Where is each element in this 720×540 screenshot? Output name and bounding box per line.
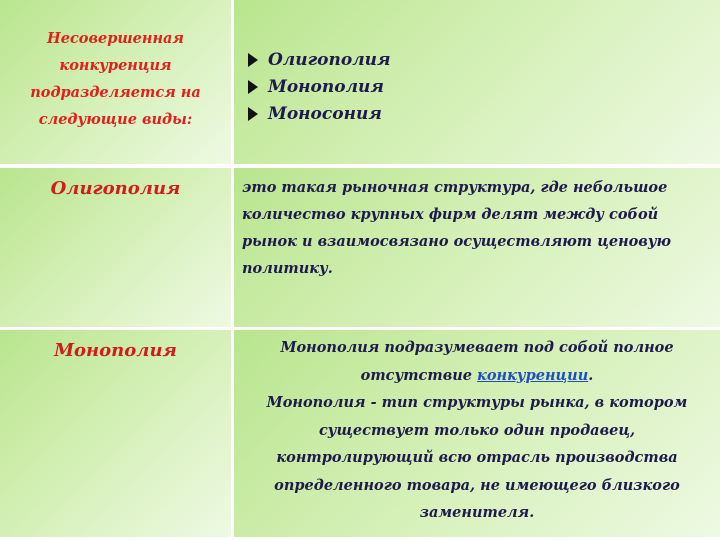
- types-list: [246, 47, 720, 128]
- definition-paragraph: Монополия - тип структуры рынка, в котором существует только один продавец, контролирующий всю отрасль производства определенного товара, не имеющего близкого заменителя.: [266, 394, 688, 521]
- definition-cell-monopoly: [234, 330, 720, 540]
- intro-cell: [0, 0, 234, 168]
- arrow-bullet-icon: [248, 53, 258, 67]
- term-cell-monopoly: [0, 330, 234, 540]
- term-label: Олигополия: [50, 178, 181, 199]
- definition-text: это такая рыночная структура, где небольшое количество крупных фирм делят между собой рынок и взаимосвязано осуществляют ценовую политику.: [242, 179, 672, 277]
- type-label: Монополия: [268, 76, 384, 97]
- term-cell-oligopoly: [0, 168, 234, 330]
- definition-period: .: [588, 366, 594, 384]
- definition-paragraph: [244, 334, 710, 389]
- type-label: Моносония: [268, 103, 382, 124]
- competition-link[interactable]: конкуренции: [477, 366, 589, 384]
- term-label: Монополия: [54, 340, 177, 361]
- arrow-bullet-icon: [248, 107, 258, 121]
- definition-text: Монополия подразумевает под собой полное отсутствие: [280, 339, 674, 384]
- list-item: [246, 47, 720, 74]
- definition-cell-oligopoly: [234, 168, 720, 330]
- list-item: [246, 74, 720, 101]
- list-item: [246, 101, 720, 128]
- types-cell: [234, 0, 720, 168]
- intro-text: Несовершенная конкуренция подразделяется на следующие виды:: [30, 30, 201, 128]
- arrow-bullet-icon: [248, 80, 258, 94]
- type-label: Олигополия: [268, 49, 391, 70]
